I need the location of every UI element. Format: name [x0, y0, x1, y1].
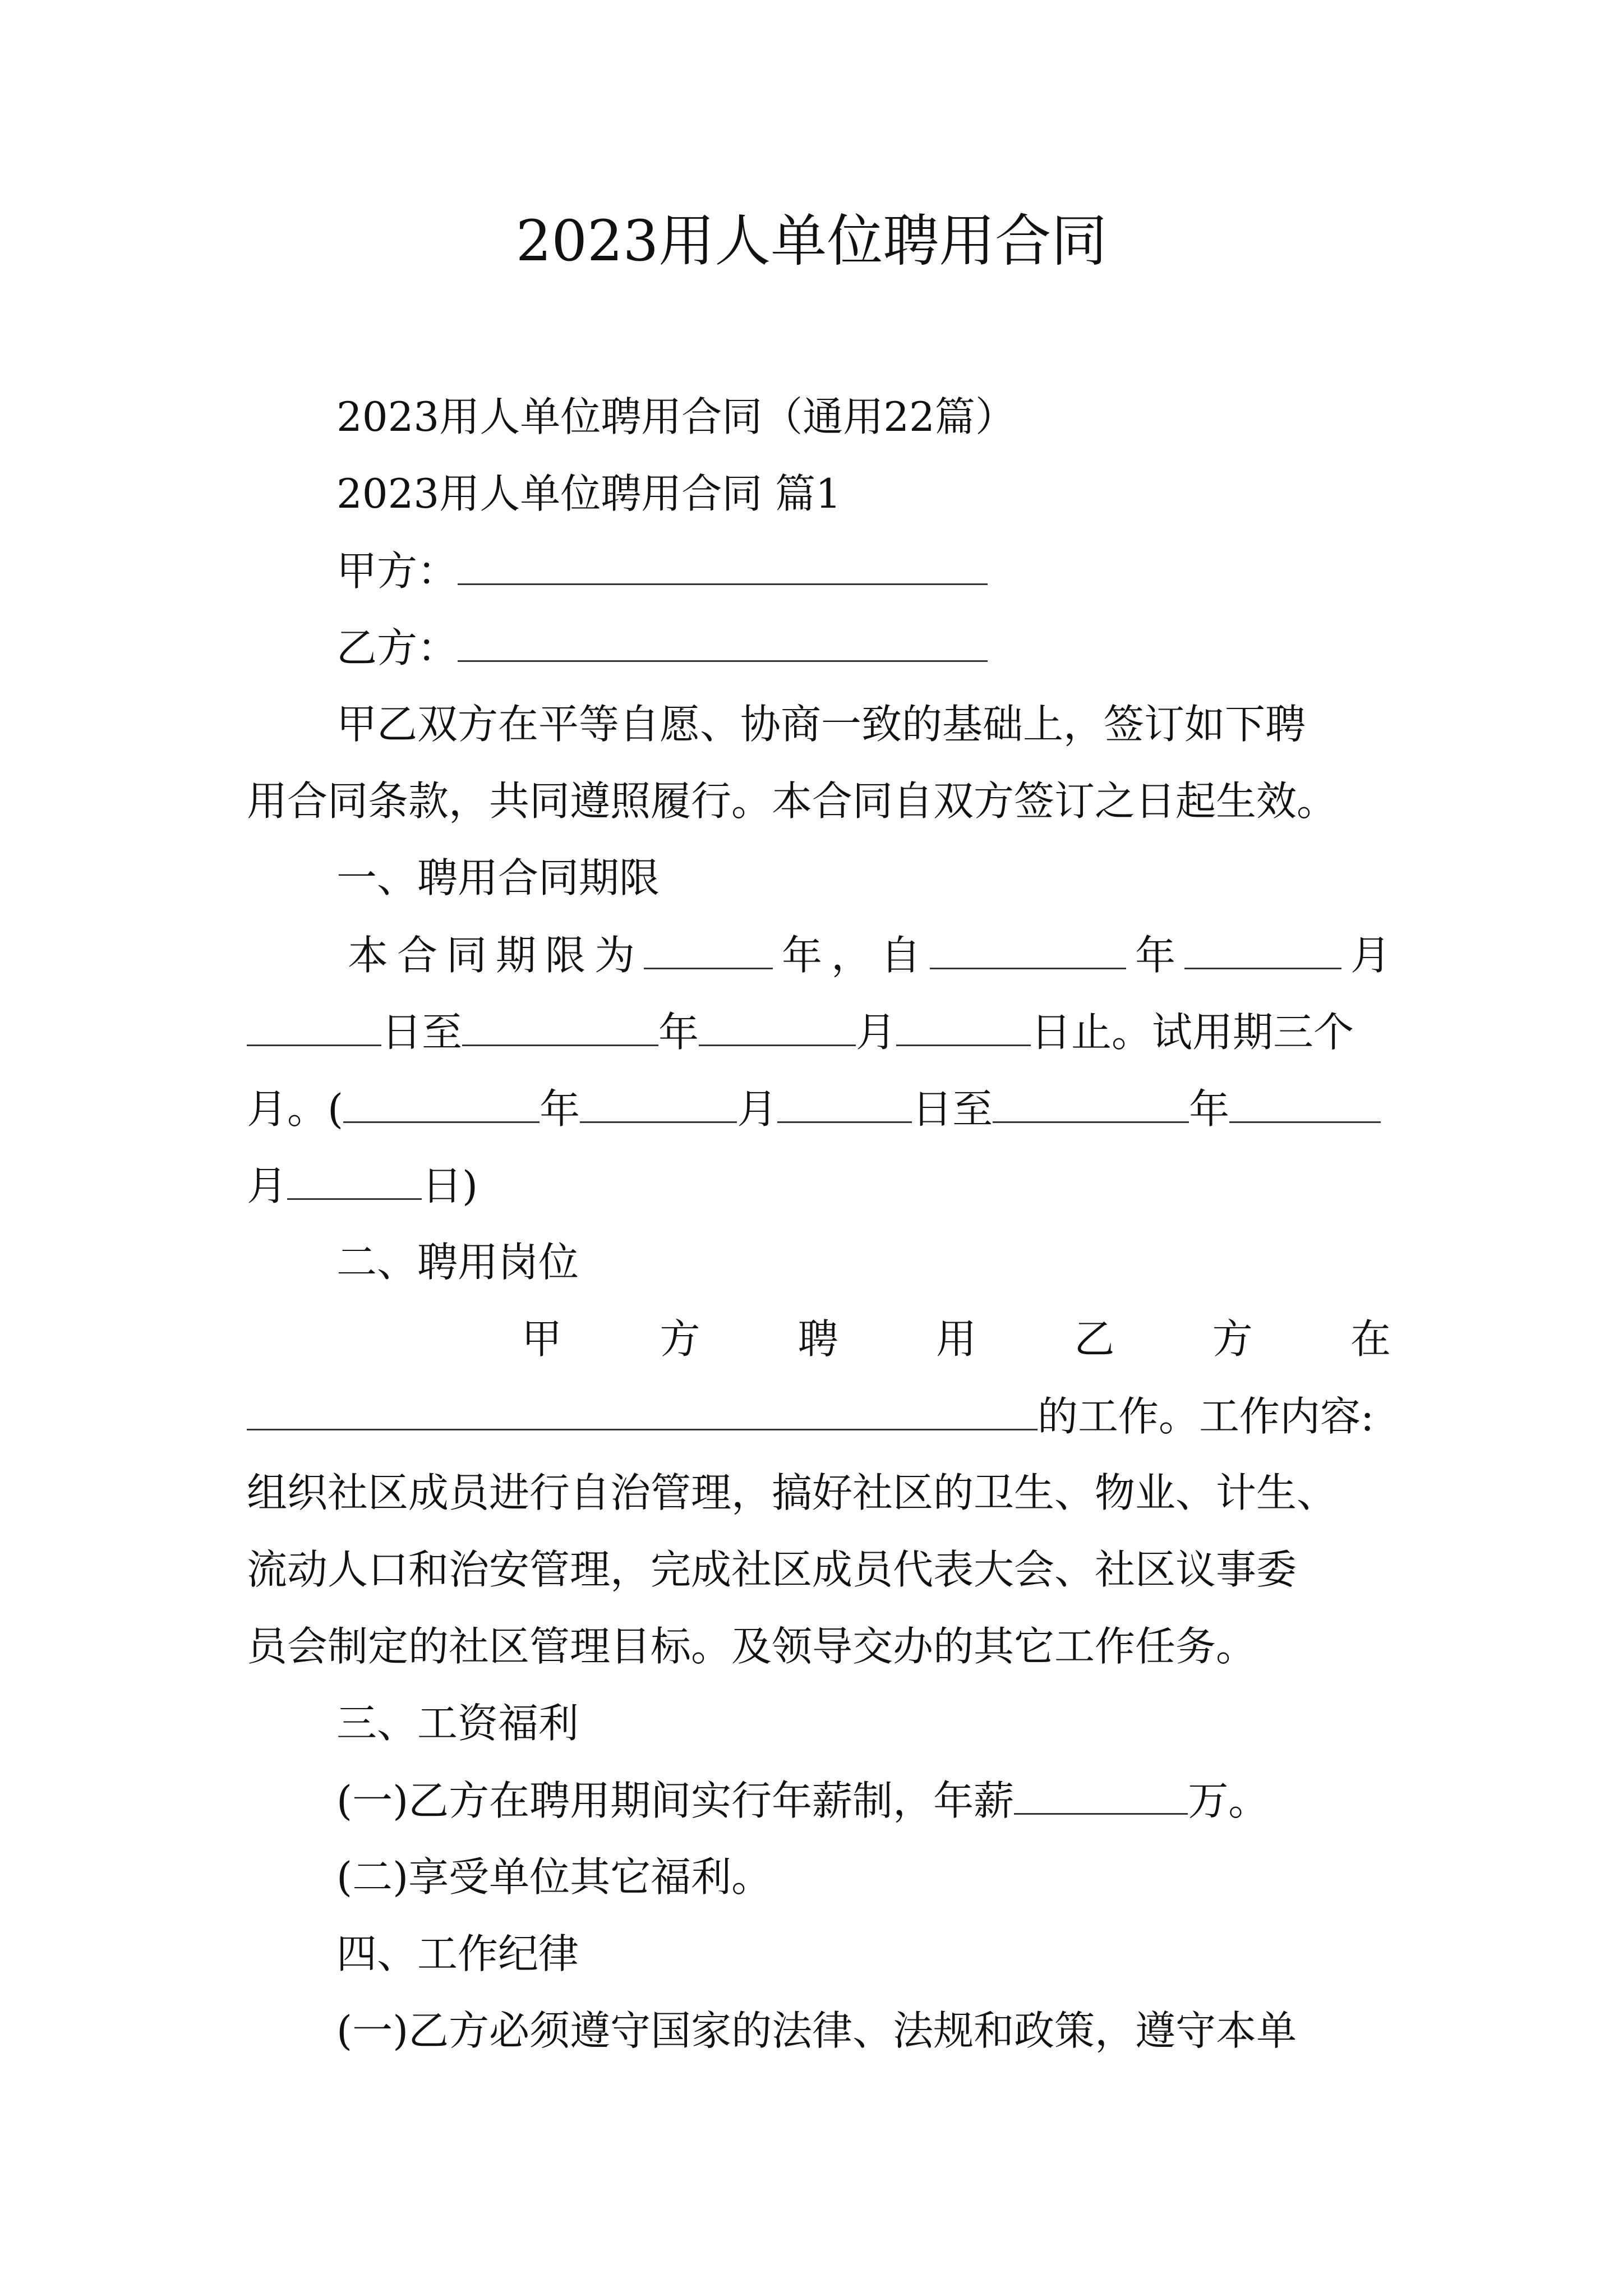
- salary-prefix: (一)乙方在聘用期间实行年薪制，年薪: [336, 1777, 1015, 1824]
- document-title: 2023用人单位聘用合同: [515, 208, 1108, 274]
- section2-heading: 二、聘用岗位: [336, 1239, 579, 1286]
- year-label: 年: [772, 932, 831, 979]
- chapter-heading: 2023用人单位聘用合同 篇1: [336, 470, 841, 517]
- trial-start-year-blank: [343, 1078, 540, 1123]
- party-b-blank: [458, 616, 988, 662]
- party-a-line: [336, 540, 988, 601]
- position-blank: [247, 1385, 1038, 1430]
- section4-heading: 四、工作纪律: [336, 1930, 579, 1977]
- spaced-char: 用: [935, 1315, 976, 1363]
- intro-line-2: 用合同条款，共同遵照履行。本合同自双方签订之日起生效。: [247, 777, 1338, 825]
- trial-start-day-blank: [777, 1078, 912, 1123]
- work-content-label: 的工作。工作内容:: [1038, 1393, 1375, 1440]
- spaced-char: 在: [1350, 1315, 1391, 1363]
- work-content-line-2: 流动人口和治安管理，完成社区成员代表大会、社区议事委: [247, 1546, 1297, 1593]
- document-subtitle: 2023用人单位聘用合同（通用22篇）: [336, 393, 1016, 440]
- trial-close: ): [462, 1162, 478, 1209]
- end-day-blank: [896, 1001, 1031, 1046]
- month-label: 月: [856, 1009, 897, 1056]
- spaced-char: 乙: [1074, 1315, 1115, 1363]
- day-label: 日: [422, 1162, 463, 1209]
- intro-line-1: 甲乙双方在平等自愿、协商一致的基础上，签订如下聘: [336, 701, 1306, 748]
- trial-end-month-blank: [1229, 1078, 1381, 1123]
- work-content-line-1: 组织社区成员进行自治管理，搞好社区的卫生、物业、计生、: [247, 1469, 1338, 1516]
- spaced-char: 聘: [797, 1315, 838, 1363]
- trial-open: 月。(: [247, 1085, 344, 1133]
- year-label: 年: [1189, 1085, 1230, 1133]
- party-a-blank: [458, 540, 988, 585]
- party-b-line: [336, 616, 988, 678]
- day-to-label: 日至: [912, 1085, 993, 1133]
- term-prefix: 本合同期限为: [348, 932, 644, 979]
- month-label: 月: [737, 1085, 778, 1133]
- trial-start-month-blank: [580, 1078, 737, 1123]
- party-b-label: 乙方：: [336, 624, 458, 671]
- end-month-blank: [699, 1001, 856, 1046]
- spaced-char: 方: [660, 1315, 700, 1363]
- start-month-blank: [1184, 924, 1341, 969]
- term-line-3: [247, 1078, 1381, 1139]
- term-years-blank: [644, 924, 773, 969]
- start-day-blank: [247, 1001, 381, 1046]
- section1-heading: 一、聘用合同期限: [336, 854, 660, 901]
- trial-end-year-blank: [993, 1078, 1189, 1123]
- year-label: 年: [1126, 932, 1184, 979]
- year-label: 年: [540, 1085, 580, 1133]
- term-line-4: [247, 1154, 478, 1216]
- salary-blank: [1014, 1769, 1188, 1815]
- spaced-char: 方: [1212, 1315, 1253, 1363]
- party-a-label: 甲方：: [336, 547, 458, 595]
- term-line-2: [247, 1001, 1354, 1062]
- year-label: 年: [658, 1009, 699, 1056]
- position-spaced-line: [522, 1308, 1391, 1370]
- end-year-blank: [462, 1001, 658, 1046]
- position-line: [247, 1385, 1374, 1447]
- month-label: 月: [1341, 932, 1391, 979]
- trial-end-day-blank: [287, 1154, 422, 1200]
- benefits-line: (二)享受单位其它福利。: [336, 1853, 772, 1901]
- from-label: ，自: [831, 932, 930, 979]
- term-line-1: [348, 924, 1391, 986]
- salary-line: [336, 1769, 1269, 1831]
- work-content-line-3: 员会制定的社区管理目标。及领导交办的其它工作任务。: [247, 1623, 1257, 1670]
- discipline-line-1: (一)乙方必须遵守国家的法律、法规和政策，遵守本单: [336, 2007, 1297, 2054]
- day-to-label: 日至: [381, 1009, 463, 1056]
- salary-suffix: 万。: [1188, 1777, 1269, 1824]
- spaced-char: 甲: [522, 1315, 562, 1363]
- section3-heading: 三、工资福利: [336, 1700, 579, 1747]
- start-year-blank: [930, 924, 1126, 969]
- trial-text: 日止。试用期三个: [1031, 1009, 1354, 1056]
- month-label: 月: [247, 1162, 288, 1209]
